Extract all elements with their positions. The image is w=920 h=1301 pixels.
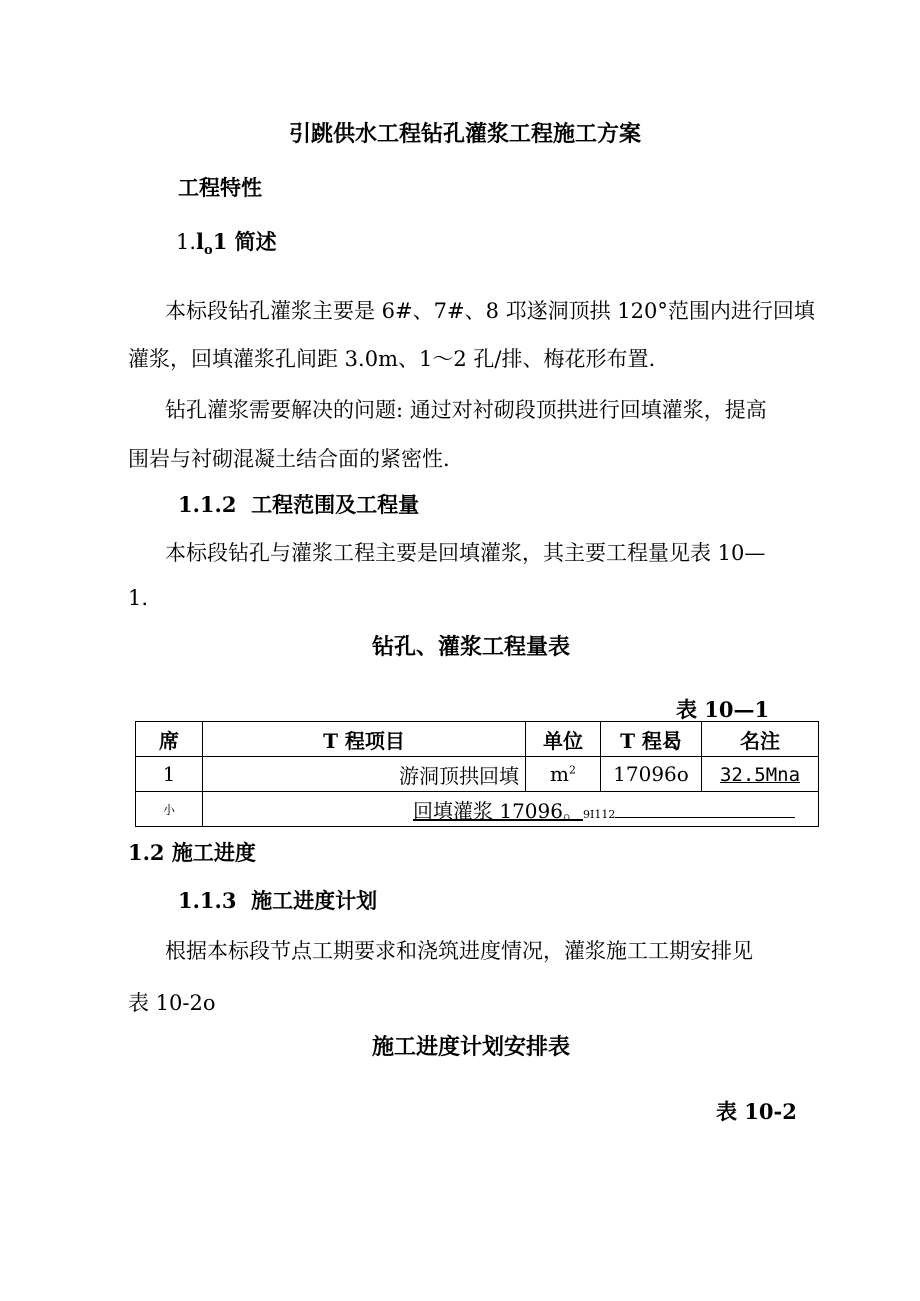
section-heading-1-1-3	[178, 885, 377, 915]
cell-subtotal-label: 小	[136, 792, 203, 827]
quantity-table	[135, 721, 819, 827]
paragraph-3-line-2: 1.	[128, 586, 149, 610]
cell-quantity: 17096o	[601, 757, 702, 792]
cell-subtotal-value	[203, 792, 819, 827]
paragraph-1-line-2: 灌浆，回填灌浆孔间距 3.0m、1～2 孔/排、梅花形布置.	[128, 347, 656, 371]
section-letter-l: l	[196, 229, 205, 254]
section-title-overview: 1 简述	[212, 229, 277, 254]
subtotal-underline	[615, 803, 795, 818]
section-subscript-o: o	[204, 243, 213, 259]
paragraph-2-line-1: 钻孔灌浆需要解决的问题: 通过对衬砌段顶拱进行回填灌浆，提高	[165, 398, 767, 422]
header-cell-seq: 席	[136, 722, 203, 757]
unit-superscript: 2	[568, 763, 576, 777]
cell-item: 游洞顶拱回填	[203, 757, 526, 792]
document-title: 引跳供水工程钻孔灌浆工程施工方案	[289, 121, 642, 147]
table-row	[136, 757, 819, 792]
cell-unit	[526, 757, 601, 792]
unit-text: m	[550, 762, 569, 786]
subtotal-text: 回填灌浆 17096。	[413, 798, 583, 823]
subtotal-small-text: 9I112	[582, 807, 616, 821]
header-cell-quantity: T 程曷	[601, 722, 702, 757]
paragraph-4-line-2: 表 10-2o	[128, 991, 216, 1015]
table-1-label: 表 10—1	[676, 697, 770, 722]
section-prefix: 1.	[176, 230, 197, 254]
remark-text: 32.5Mna	[719, 764, 801, 786]
table-2-title: 施工进度计划安排表	[372, 1034, 571, 1060]
table-2-label: 表 10-2	[716, 1099, 797, 1124]
table-row-subtotal	[136, 792, 819, 827]
section-heading-engineering-features: 工程特性	[178, 175, 262, 200]
paragraph-4-line-1: 根据本标段节点工期要求和浇筑进度情况，灌浆施工工期安排见	[165, 939, 753, 963]
section-number: 1.1.2	[178, 492, 237, 517]
header-cell-remark: 名注	[702, 722, 819, 757]
section-number: 1.1.3	[178, 888, 237, 913]
section-heading-1-1-2	[178, 489, 419, 519]
paragraph-2-line-2: 围岩与衬砌混凝土结合面的紧密性.	[128, 447, 450, 471]
table-1-title: 钻孔、灌浆工程量表	[372, 634, 571, 660]
section-heading-1-1-1	[176, 226, 277, 258]
cell-remark	[702, 757, 819, 792]
section-heading-1-2: 1.2 施工进度	[128, 840, 256, 865]
paragraph-1-line-1: 本标段钻孔灌浆主要是 6#、7#、8 邛遂洞顶拱 120°范围内进行回填	[165, 299, 815, 323]
section-title: 施工进度计划	[251, 888, 378, 913]
section-title: 工程范围及工程量	[251, 492, 420, 517]
table-header-row	[136, 722, 819, 757]
header-cell-item: T 程项目	[203, 722, 526, 757]
paragraph-3-line-1: 本标段钻孔与灌浆工程主要是回填灌浆，其主要工程量见表 10—	[165, 541, 766, 565]
cell-seq: 1	[136, 757, 203, 792]
header-cell-unit: 单位	[526, 722, 601, 757]
